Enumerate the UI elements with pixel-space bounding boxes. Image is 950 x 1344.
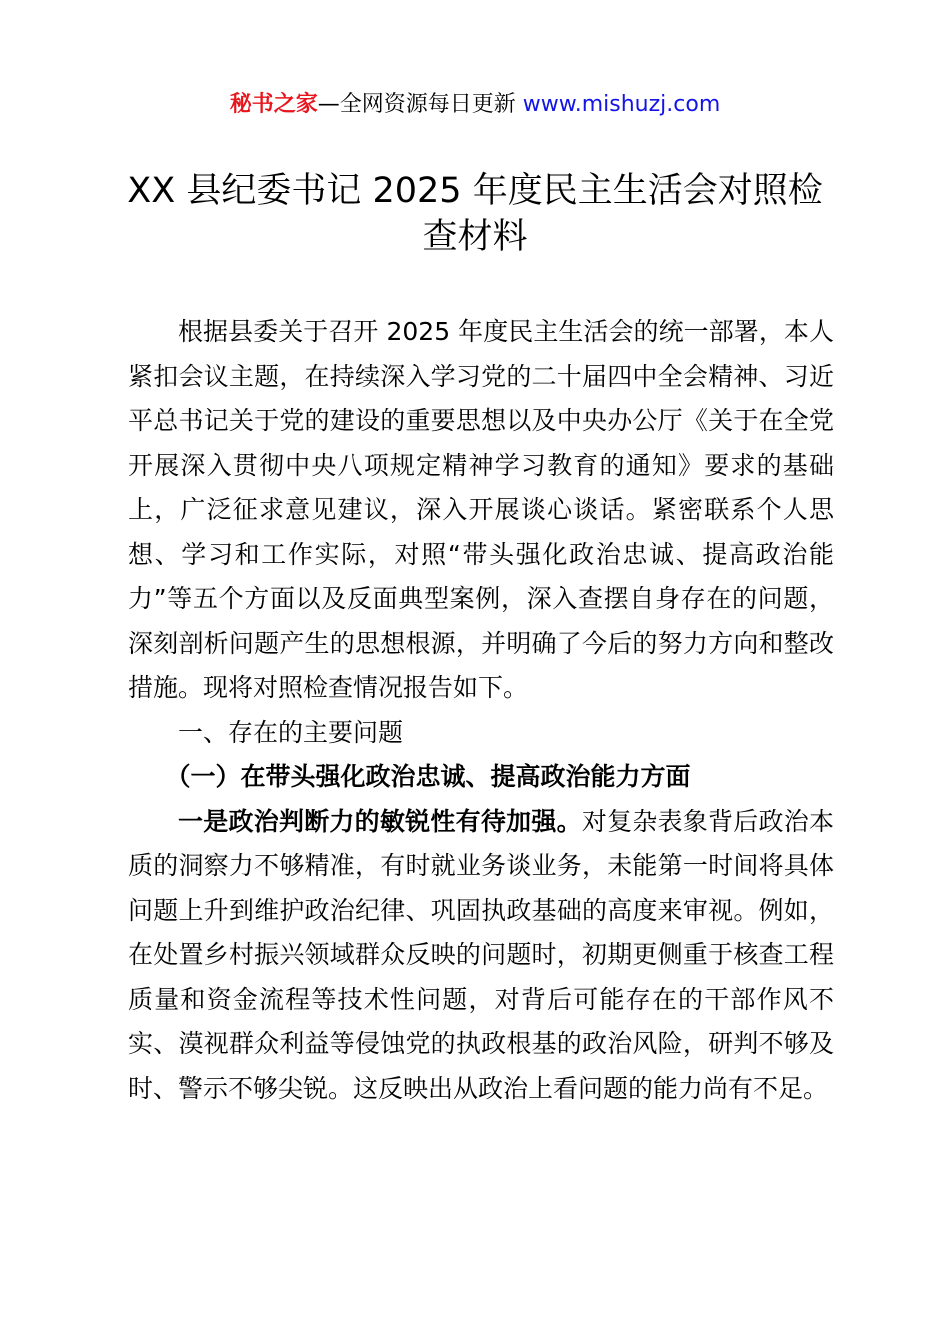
section-heading: 一、存在的主要问题 <box>178 717 404 747</box>
subsection-heading: （一）在带头强化政治忠诚、提高政治能力方面 <box>165 762 691 791</box>
point-body: 对复杂表象背后政治本质的洞察力不够精准，有时就业务谈业务，未能第一时间将具体问题上升到维护政治纪律、巩固执政基础的高度来审视。例如，在处置乡村振兴领域群众反映的问题时，初期更侧重于核查工程质量和资金流程等技术性问题，对背后可能存在的干部作风不实、漠视群众利益等侵蚀党的执政根基的政治风险，研判不够及时、警示不够尖锐。这反映出从政治上看问题的能力尚有不足。 <box>128 806 834 1103</box>
header-tagline: —全网资源每日更新 <box>317 92 516 117</box>
point-paragraph <box>128 800 834 1112</box>
site-url-link[interactable]: www.mishuzj.com <box>522 92 721 117</box>
intro-paragraph: 根据县委关于召开 2025 年度民主生活会的统一部署，本人紧扣会议主题，在持续深入学习党的二十届四中全会精神、习近平总书记关于党的建设的重要思想以及中央办公厅《关于在全党开展深入贯彻中央八项规定精神学习教育的通知》要求的基础上，广泛征求意见建议，深入开展谈心谈话。紧密联系个人思想、学习和工作实际，对照“带头强化政治忠诚、提高政治能力”等五个方面以及反面典型案例，深入查摆自身存在的问题，深刻剖析问题产生的思想根源，并明确了今后的努力方向和整改措施。现将对照检查情况报告如下。 <box>128 317 834 702</box>
brand-name: 秘书之家 <box>229 92 318 117</box>
document-body <box>128 310 834 1111</box>
site-header <box>0 88 950 122</box>
document-title: XX 县纪委书记 2025 年度民主生活会对照检查材料 <box>127 171 823 257</box>
point-lead: 一是政治判断力的敏锐性有待加强。 <box>178 806 582 836</box>
